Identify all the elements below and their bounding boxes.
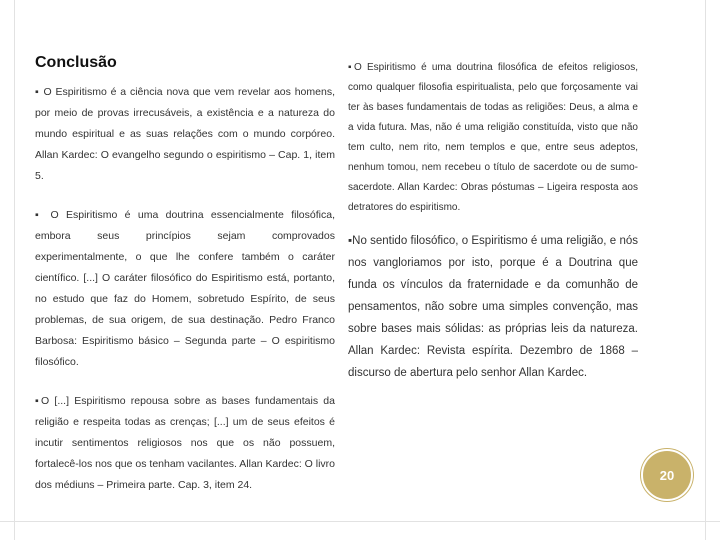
slide-title: Conclusão <box>35 54 117 71</box>
slide-frame-bottom-line <box>0 521 720 522</box>
page-number-badge: 20 <box>641 449 693 501</box>
slide-frame-right-line <box>705 0 706 540</box>
left-paragraph-1: ▪ O Espiritismo é a ciência nova que vem revelar aos homens, por meio de provas irrecusáveis, a existência e a natureza do mundo espiritual e as suas relações com o mundo corpóreo. Allan Kardec: O evangelho segundo o espiritismo – Cap. 1, item 5. <box>35 86 335 182</box>
slide-frame-left-line <box>14 0 15 540</box>
right-column <box>348 58 638 384</box>
right-paragraph-1: ▪O Espiritismo é uma doutrina filosófica de efeitos religiosos, como qualquer filosofia espiritualista, pelo que forçosamente vai ter às bases fundamentais de todas as religiões: Deus, a alma e a vida futura. Mas, não é uma religião constituída, visto que não tem culto, nem rito, nem templos e que, entre seus adeptos, nenhum tomou, nem recebeu o título de sacerdote ou de sumo-sacerdote. Allan Kardec: Obras póstumas – Ligeira resposta aos detratores do espiritismo. <box>348 62 638 213</box>
paragraph-spacer <box>348 218 638 230</box>
left-paragraph-2: ▪ O Espiritismo é uma doutrina essencialmente filosófica, embora seus princípios sejam comprovados experimentalmente, o que lhe confere também o caráter científico. [...] O caráter filosófico do Espiritismo está, portanto, no estudo que faz do Homem, sobretudo Espírito, de seus problemas, de sua origem, de sua destinação. Pedro Franco Barbosa: Espiritismo básico – Segunda parte – O espiritismo filosófico. <box>35 209 335 368</box>
paragraph-spacer <box>35 373 335 391</box>
left-paragraph-3: ▪O [...] Espiritismo repousa sobre as bases fundamentais da religião e respeita todas as crenças; [...] um de seus efeitos é incutir sentimentos religiosos nos que os não possuem, fortalecê-los nos que os tenham vacilantes. Allan Kardec: O livro dos médiuns – Primeira parte. Cap. 3, item 24. <box>35 395 335 491</box>
left-column <box>35 52 335 496</box>
paragraph-spacer <box>35 187 335 205</box>
right-paragraph-2: ▪No sentido filosófico, o Espiritismo é uma religião, e nós nos vangloriamos por isto, porque é a Doutrina que funda os vínculos da fraternidade e da comunhão de pensamentos, não sobre uma simples convenção, mas sobre bases mais sólidas: as próprias leis da natureza. Allan Kardec: Revista espírita. Dezembro de 1868 – discurso de abertura pelo senhor Allan Kardec. <box>348 235 638 379</box>
